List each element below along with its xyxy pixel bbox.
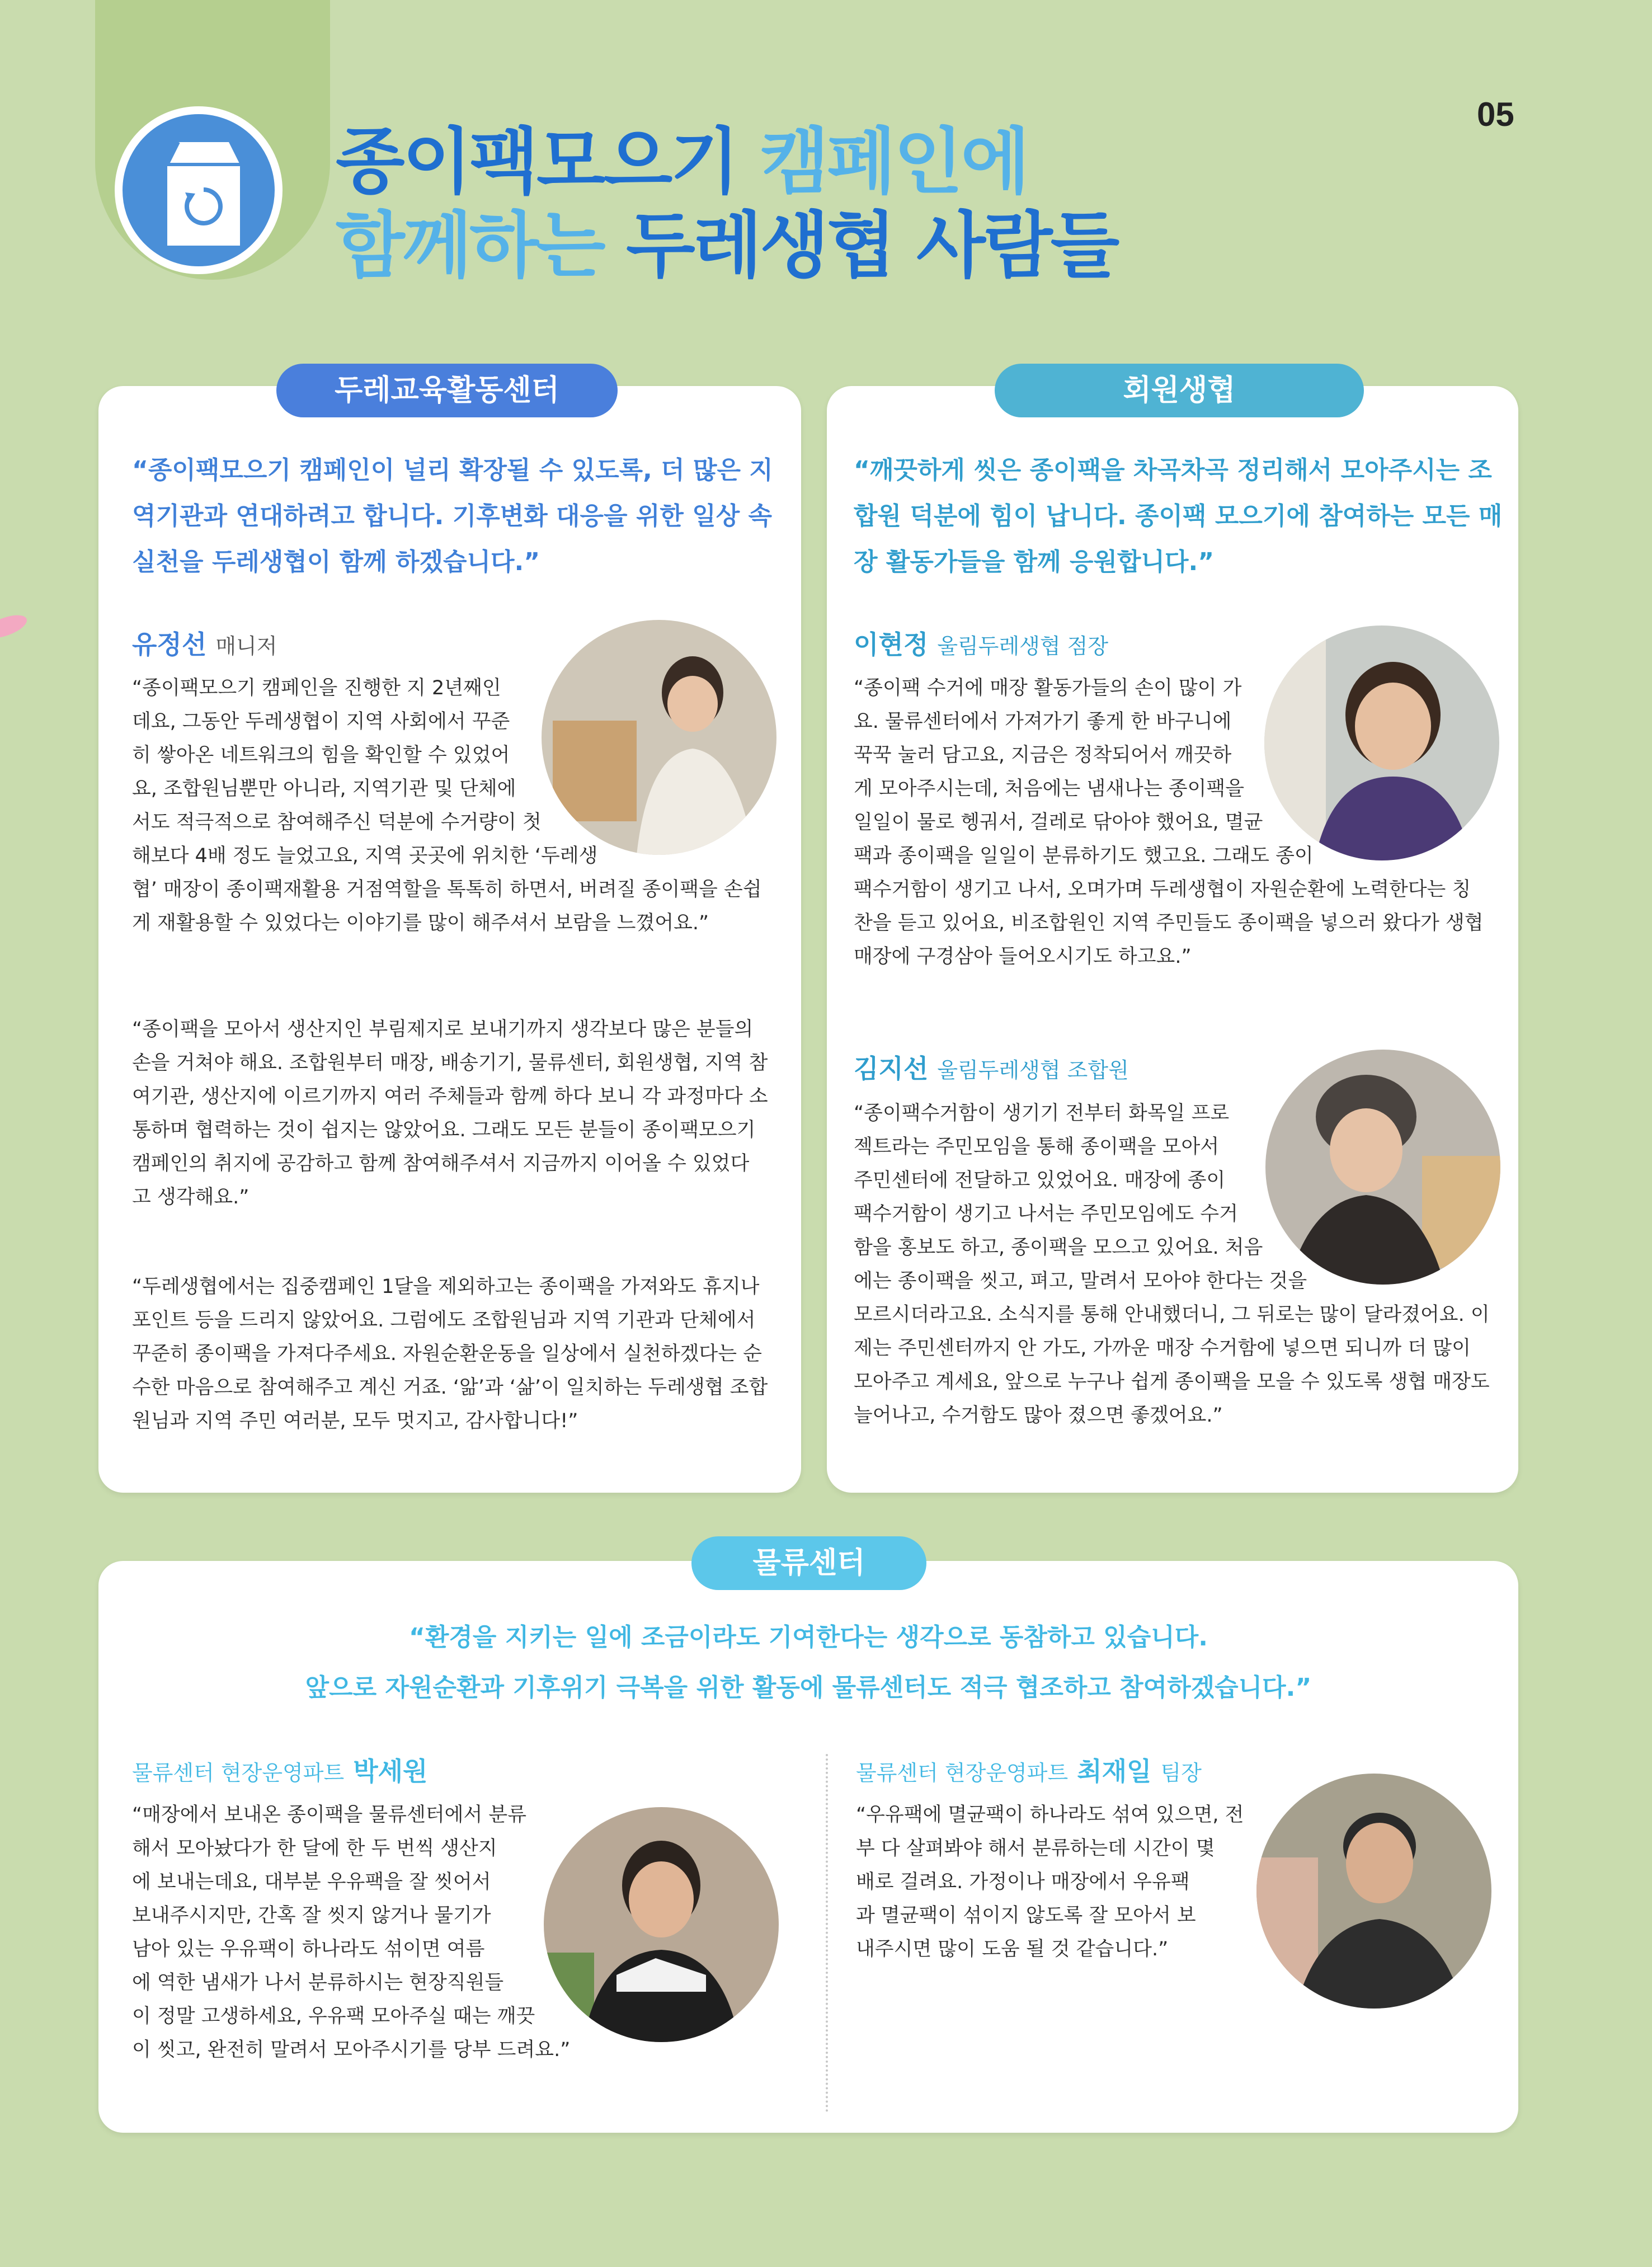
logistics-person2: 물류센터 현장운영파트 최재일 팀장 bbox=[856, 1756, 1202, 1786]
photo-member-kim bbox=[1265, 1050, 1500, 1285]
education-center-label: 두레교육활동센터 bbox=[276, 364, 618, 417]
logistics-label: 물류센터 bbox=[691, 1536, 926, 1590]
flower-petal-icon bbox=[0, 604, 34, 649]
title-badge bbox=[115, 106, 283, 274]
education-center-person: 유정선 매니저 bbox=[132, 629, 277, 660]
logistics-quote-line1: “환경을 지키는 일에 조금이라도 기여한다는 생각으로 동참하고 있습니다. bbox=[409, 1623, 1208, 1652]
logistics-quote-line2: 앞으로 자원순환과 기후위기 극복을 위한 활동에 물류센터도 적극 협조하고 참여하겠습니다.” bbox=[305, 1673, 1312, 1702]
education-center-para2: “종이팩을 모아서 생산지인 부림제지로 보내기까지 생각보다 많은 분들의 손을 거쳐야 해요. 조합원부터 매장, 배송기기, 물류센터, 회원생협, 지역 참 여기관, 생산지에 이르기까지 여러 주체들과 함께 하다 보니 각 과정마다 소 통하며 협력하는 것이 쉽지는 않았어요. 그래도 모든 분들이 종이팩모으기 캠페인의 취지에 공감하고 함께 참여해주셔서 지금까지 이어올 수 있었다 고 생각해요.” bbox=[132, 1018, 768, 1208]
member-coop-label: 회원생협 bbox=[995, 364, 1364, 417]
member-coop-person2: 김지선 울림두레생협 조합원 bbox=[854, 1053, 1129, 1084]
member-coop-person1: 이현정 울림두레생협 점장 bbox=[854, 629, 1109, 660]
photo-store-manager-lee bbox=[1264, 625, 1499, 860]
member-coop-person2-text: “종이팩수거함이 생기기 전부터 화목일 프로 젝트라는 주민모임을 통해 종이팩을 모아서 주민센터에 전달하고 있었어요. 매장에 종이 팩수거함이 생기고 나서는 주민모임에도 수거 함을 홍보도 하고, 종이팩을 모으고 있어요. 처음 에는 종이팩을 씻고, 펴고, 말려서 모아야 한다는 것을 모르시더라고요. 소식지를 통해 안내했더니, 그 뒤로는 많이 달라졌어요. 이 제는 주민센터까지 안 가도, 가까운 매장 수거함에 넣으면 되니까 더 많이 모아주고 계세요, 앞으로 누구나 쉽게 종이팩을 모을 수 있도록 생협 매장도 늘어나고, 수거함도 많아 졌으면 좋겠어요.” bbox=[854, 1102, 1490, 1427]
member-coop-quote: “깨끗하게 씻은 종이팩을 차곡차곡 정리해서 모아주시는 조합원 덕분에 힘이 납니다. 종이팩 모으기에 참여하는 모든 매장 활동가들을 함께 응원합니다.” bbox=[854, 456, 1503, 576]
photo-team-leader-choi bbox=[1256, 1774, 1491, 2009]
logistics-person1-text: “매장에서 보내온 종이팩을 물류센터에서 분류 해서 모아놨다가 한 달에 한 두 번씩 생산지 에 보내는데요, 대부분 우유팩을 잘 씻어서 보내주시지만, 간혹 잘 씻지 않거나 물기가 남아 있는 우유팩이 하나라도 섞이면 여름 에 역한 냄새가 나서 분류하시는 현장직원들 이 정말 고생하세요, 우유팩 모아주실 때는 깨끗 이 씻고, 완전히 말려서 모아주시기를 당부 드려요.” bbox=[132, 1804, 571, 2061]
logistics-divider bbox=[826, 1754, 828, 2112]
logistics-person2-text: “우유팩에 멸균팩이 하나라도 섞여 있으면, 전 부 다 살펴봐야 해서 분류하는데 시간이 몇 배로 걸려요. 가정이나 매장에서 우유팩 과 멸균팩이 섞이지 않도록 잘 모아서 보 내주시면 많이 도움 될 것 같습니다.” bbox=[856, 1804, 1244, 1960]
page-number: 05 bbox=[1477, 96, 1514, 133]
photo-staff-park bbox=[544, 1807, 779, 2042]
education-center-quote: “종이팩모으기 캠페인이 널리 확장될 수 있도록, 더 많은 지역기관과 연대하려고 합니다. 기후변화 대응을 위한 일상 속 실천을 두레생협이 함께 하겠습니다.” bbox=[132, 456, 773, 576]
education-center-para3: “두레생협에서는 집중캠페인 1달을 제외하고는 종이팩을 가져와도 휴지나 포인트 등을 드리지 않았어요. 그럼에도 조합원님과 지역 기관과 단체에서 꾸준히 종이팩을 가져다주세요. 자원순환운동을 일상에서 실천하겠다는 순 수한 마음으로 참여해주고 계신 거죠. ‘앎’과 ‘삶’이 일치하는 두레생협 조합 원님과 지역 주민 여러분, 모두 멋지고, 감사합니다!” bbox=[132, 1276, 768, 1432]
page-title: 종이팩모으기 캠페인에 함께하는 두레생협 사람들 bbox=[336, 120, 1118, 288]
milk-carton-recycle-icon bbox=[156, 137, 251, 248]
logistics-person1: 물류센터 현장운영파트 박세원 bbox=[132, 1756, 428, 1786]
member-coop-person1-text: “종이팩 수거에 매장 활동가들의 손이 많이 가 요. 물류센터에서 가져가기 좋게 한 바구니에 꾹꾹 눌러 담고요, 지금은 정착되어서 깨끗하 게 모아주시는데, 처음에는 냄새나는 종이팩을 일일이 물로 헹궈서, 걸레로 닦아야 했어요, 멸균 팩과 종이팩을 일일이 분류하기도 했고요. 그래도 종이 팩수거함이 생기고 나서, 오며가며 두레생협이 자원순환에 노력한다는 칭 찬을 듣고 있어요, 비조합원인 지역 주민들도 종이팩을 넣으러 왔다가 생협 매장에 구경삼아 들어오시기도 하고요.” bbox=[854, 677, 1484, 968]
photo-manager-yu bbox=[542, 620, 776, 855]
education-center-para1: “종이팩모으기 캠페인을 진행한 지 2년째인 데요, 그동안 두레생협이 지역 사회에서 꾸준 히 쌓아온 네트워크의 힘을 확인할 수 있었어 요, 조합원님뿐만 아니라, 지역기관 및 단체에 서도 적극적으로 참여해주신 덕분에 수거량이 첫 해보다 4배 정도 늘었고요, 지역 곳곳에 위치한 ‘두레생 협’ 매장이 종이팩재활용 거점역할을 톡톡히 하면서, 버려질 종이팩을 손쉽 게 재활용할 수 있었다는 이야기를 많이 해주셔서 보람을 느꼈어요.” bbox=[132, 677, 762, 934]
